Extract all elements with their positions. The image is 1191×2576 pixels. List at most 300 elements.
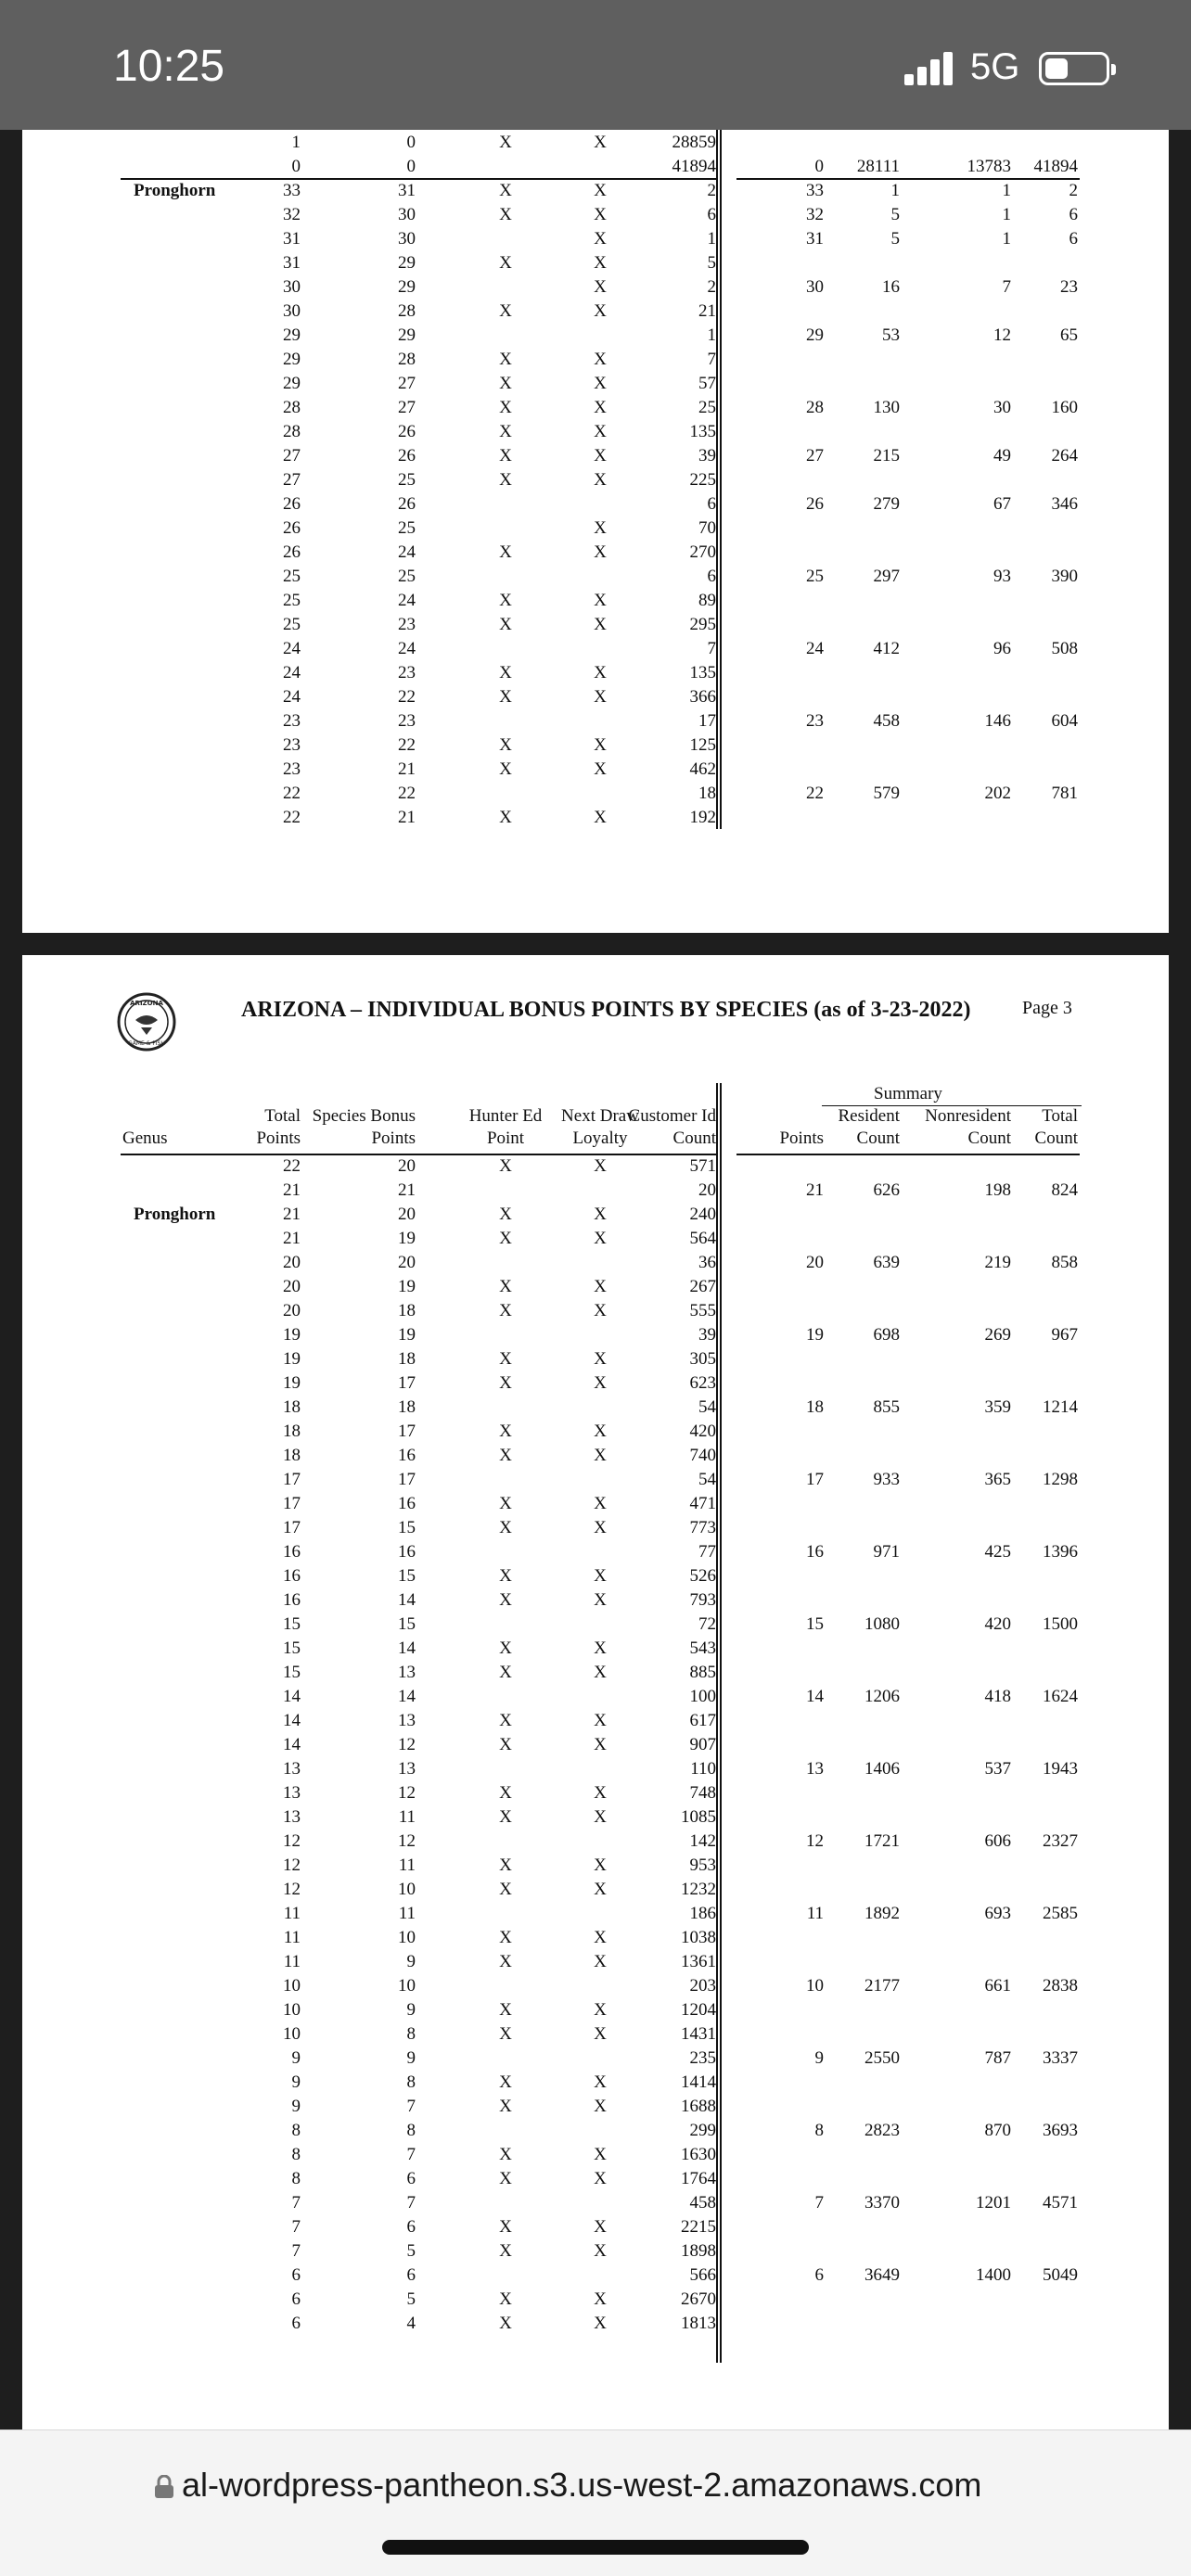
cell-bonus: 19 <box>398 1277 416 1296</box>
summary-res: 971 <box>873 1542 900 1562</box>
cell-hunter: X <box>499 1301 512 1320</box>
summary-nonres: 359 <box>984 1397 1011 1417</box>
summary-nonres: 12 <box>993 325 1011 345</box>
col-header-hunter: Hunter Ed <box>468 1106 543 1126</box>
cell-hunter: X <box>499 2289 512 2309</box>
cell-bonus: 7 <box>406 2097 416 2116</box>
cell-total: 16 <box>283 1566 301 1586</box>
cell-next: X <box>594 374 607 393</box>
cell-cust: 125 <box>689 735 716 755</box>
cell-next: X <box>594 2289 607 2309</box>
cell-cust: 366 <box>689 687 716 707</box>
signal-icon <box>904 52 956 85</box>
cell-cust: 1898 <box>681 2241 716 2261</box>
summary-spts: 15 <box>806 1614 824 1634</box>
cell-cust: 89 <box>698 591 716 610</box>
cell-cust: 564 <box>689 1229 716 1248</box>
col-header-cust: Count <box>672 1129 716 1148</box>
cell-bonus: 11 <box>398 1855 416 1875</box>
cell-next: X <box>594 1639 607 1658</box>
cell-total: 14 <box>283 1735 301 1754</box>
cell-total: 24 <box>283 663 301 682</box>
summary-tot: 604 <box>1051 711 1078 731</box>
pdf-page-3 <box>22 955 1169 2429</box>
cell-cust: 458 <box>689 2193 716 2213</box>
summary-res: 3370 <box>864 2193 900 2213</box>
cell-next: X <box>594 2314 607 2333</box>
cell-bonus: 11 <box>398 1904 416 1923</box>
cell-next: X <box>594 1783 607 1803</box>
cell-bonus: 15 <box>398 1518 416 1537</box>
cell-total: 13 <box>283 1783 301 1803</box>
summary-tot: 1298 <box>1043 1470 1078 1489</box>
cell-cust: 110 <box>690 1759 716 1779</box>
cell-total: 29 <box>283 350 301 369</box>
cell-bonus: 17 <box>398 1373 416 1393</box>
cell-total: 20 <box>283 1277 301 1296</box>
cell-bonus: 0 <box>406 133 416 152</box>
cell-next: X <box>594 1422 607 1441</box>
summary-nonres: 202 <box>984 784 1011 803</box>
cell-next: X <box>594 1807 607 1827</box>
summary-res: 639 <box>873 1253 900 1272</box>
cell-total: 15 <box>283 1614 301 1634</box>
summary-tot: 23 <box>1060 277 1078 297</box>
cell-hunter: X <box>499 1807 512 1827</box>
cell-hunter: X <box>499 2024 512 2044</box>
cell-next: X <box>594 1711 607 1730</box>
cell-cust: 2 <box>707 181 716 200</box>
col-header-total: Total <box>264 1106 301 1126</box>
cell-bonus: 29 <box>398 253 416 273</box>
cell-cust: 471 <box>689 1494 716 1513</box>
summary-spts: 14 <box>806 1687 824 1706</box>
cell-total: 18 <box>283 1397 301 1417</box>
summary-spts: 7 <box>814 2193 824 2213</box>
cell-next: X <box>594 2241 607 2261</box>
cell-cust: 2 <box>707 277 716 297</box>
url-text[interactable]: al-wordpress-pantheon.s3.us-west-2.amazonaws.com <box>182 2466 982 2504</box>
cell-bonus: 15 <box>398 1566 416 1586</box>
cell-cust: 305 <box>689 1349 716 1369</box>
summary-res: 2823 <box>864 2121 900 2140</box>
cell-total: 19 <box>283 1373 301 1393</box>
cell-total: 21 <box>283 1229 301 1248</box>
cell-bonus: 18 <box>398 1397 416 1417</box>
cell-bonus: 19 <box>398 1325 416 1345</box>
cell-total: 22 <box>283 784 301 803</box>
summary-spts: 23 <box>806 711 824 731</box>
cell-cust: 28859 <box>672 133 716 152</box>
cell-total: 20 <box>283 1301 301 1320</box>
cell-hunter: X <box>499 1855 512 1875</box>
summary-tot: 1624 <box>1043 1687 1078 1706</box>
summary-res: 53 <box>882 325 900 345</box>
summary-res: 1721 <box>864 1831 900 1851</box>
summary-spts: 28 <box>806 398 824 417</box>
summary-res: 1406 <box>864 1759 900 1779</box>
cell-bonus: 7 <box>406 2145 416 2164</box>
cell-cust: 17 <box>698 711 716 731</box>
summary-nonres: 420 <box>984 1614 1011 1634</box>
summary-spts: 13 <box>806 1759 824 1779</box>
cell-cust: 566 <box>689 2265 716 2285</box>
summary-spts: 30 <box>806 277 824 297</box>
summary-tot: 781 <box>1051 784 1078 803</box>
cell-next: X <box>594 229 607 249</box>
cell-bonus: 28 <box>398 301 416 321</box>
summary-res: 933 <box>873 1470 900 1489</box>
cell-total: 7 <box>291 2217 301 2237</box>
cell-total: 22 <box>283 808 301 827</box>
summary-spts: 12 <box>806 1831 824 1851</box>
cell-total: 26 <box>283 494 301 514</box>
col-header-next: Loyalty <box>572 1129 628 1148</box>
cell-hunter: X <box>499 1880 512 1899</box>
summary-res: 297 <box>873 567 900 586</box>
cell-total: 15 <box>283 1639 301 1658</box>
summary-nonres: 198 <box>984 1180 1011 1200</box>
cell-hunter: X <box>499 808 512 827</box>
summary-nonres: 269 <box>984 1325 1011 1345</box>
summary-spts: 16 <box>806 1542 824 1562</box>
cell-cust: 1630 <box>681 2145 716 2164</box>
summary-spts: 10 <box>806 1976 824 1996</box>
cell-next: X <box>594 1156 607 1176</box>
cell-total: 12 <box>283 1880 301 1899</box>
cell-total: 1 <box>291 133 301 152</box>
cell-cust: 70 <box>698 518 716 538</box>
cell-cust: 186 <box>689 1904 716 1923</box>
cell-hunter: X <box>499 1349 512 1369</box>
cell-cust: 7 <box>707 639 716 658</box>
cell-next: X <box>594 1518 607 1537</box>
cell-total: 9 <box>291 2097 301 2116</box>
summary-divider <box>716 130 718 829</box>
summary-spts: 33 <box>806 181 824 200</box>
cell-cust: 885 <box>689 1663 716 1682</box>
summary-tot: 2585 <box>1043 1904 1078 1923</box>
cell-total: 11 <box>283 1952 301 1971</box>
summary-nonres: 365 <box>984 1470 1011 1489</box>
col-header-spts: Points <box>779 1129 824 1148</box>
cell-bonus: 21 <box>398 808 416 827</box>
genus-label: Pronghorn <box>134 1205 216 1224</box>
cell-cust: 1038 <box>681 1928 716 1947</box>
summary-tot: 824 <box>1051 1180 1078 1200</box>
cell-total: 18 <box>283 1446 301 1465</box>
cell-cust: 543 <box>689 1639 716 1658</box>
cell-hunter: X <box>499 1422 512 1441</box>
cell-cust: 617 <box>689 1711 716 1730</box>
cell-cust: 192 <box>689 808 716 827</box>
cell-hunter: X <box>499 205 512 224</box>
cell-total: 25 <box>283 591 301 610</box>
cell-cust: 77 <box>698 1542 716 1562</box>
cell-cust: 20 <box>698 1180 716 1200</box>
cell-total: 16 <box>283 1590 301 1610</box>
cell-total: 8 <box>291 2145 301 2164</box>
cell-total: 20 <box>283 1253 301 1272</box>
cell-bonus: 13 <box>398 1711 416 1730</box>
cell-hunter: X <box>499 133 512 152</box>
summary-res: 626 <box>873 1180 900 1200</box>
cell-bonus: 19 <box>398 1229 416 1248</box>
cell-cust: 793 <box>689 1590 716 1610</box>
summary-tot: 390 <box>1051 567 1078 586</box>
cell-bonus: 24 <box>398 639 416 658</box>
summary-res: 412 <box>873 639 900 658</box>
cell-next: X <box>594 1205 607 1224</box>
summary-nonres: 606 <box>984 1831 1011 1851</box>
summary-tot: 6 <box>1069 205 1078 224</box>
summary-spts: 18 <box>806 1397 824 1417</box>
table-rule <box>736 1154 1080 1155</box>
cell-cust: 295 <box>689 615 716 634</box>
summary-nonres: 418 <box>984 1687 1011 1706</box>
summary-res: 579 <box>873 784 900 803</box>
summary-spts: 0 <box>814 157 824 176</box>
cell-next: X <box>594 2024 607 2044</box>
cell-next: X <box>594 398 607 417</box>
summary-nonres: 1 <box>1002 205 1011 224</box>
cell-bonus: 7 <box>406 2193 416 2213</box>
cell-hunter: X <box>499 2072 512 2092</box>
cell-total: 14 <box>283 1711 301 1730</box>
cell-next: X <box>594 759 607 779</box>
summary-res: 2177 <box>864 1976 900 1996</box>
cell-total: 8 <box>291 2121 301 2140</box>
cell-total: 23 <box>283 711 301 731</box>
cell-total: 14 <box>283 1687 301 1706</box>
cell-bonus: 18 <box>398 1301 416 1320</box>
cell-next: X <box>594 542 607 562</box>
cell-hunter: X <box>499 1590 512 1610</box>
cell-cust: 36 <box>698 1253 716 1272</box>
cell-bonus: 29 <box>398 325 416 345</box>
cell-cust: 57 <box>698 374 716 393</box>
cell-bonus: 17 <box>398 1422 416 1441</box>
summary-spts: 22 <box>806 784 824 803</box>
cell-cust: 18 <box>698 784 716 803</box>
cell-hunter: X <box>499 687 512 707</box>
cell-cust: 39 <box>698 1325 716 1345</box>
summary-spts: 8 <box>814 2121 824 2140</box>
cell-bonus: 31 <box>398 181 416 200</box>
summary-tot: 1500 <box>1043 1614 1078 1634</box>
cell-total: 23 <box>283 759 301 779</box>
cell-cust: 1813 <box>681 2314 716 2333</box>
cell-hunter: X <box>499 374 512 393</box>
cell-bonus: 13 <box>398 1759 416 1779</box>
cell-total: 23 <box>283 735 301 755</box>
col-header-nonres: Count <box>967 1129 1011 1148</box>
cell-next: X <box>594 2145 607 2164</box>
cell-bonus: 25 <box>398 567 416 586</box>
cell-cust: 748 <box>689 1783 716 1803</box>
cell-bonus: 12 <box>398 1831 416 1851</box>
cell-cust: 235 <box>689 2048 716 2068</box>
col-header-bonus: Species Bonus <box>312 1106 416 1126</box>
cell-cust: 1361 <box>681 1952 716 1971</box>
network-type: 5G <box>970 46 1020 87</box>
summary-res: 698 <box>873 1325 900 1345</box>
summary-nonres: 13783 <box>967 157 1011 176</box>
cell-cust: 571 <box>689 1156 716 1176</box>
cell-next: X <box>594 591 607 610</box>
cell-next: X <box>594 1301 607 1320</box>
summary-tot: 2 <box>1069 181 1078 200</box>
cell-hunter: X <box>499 1639 512 1658</box>
summary-spts: 9 <box>814 2048 824 2068</box>
cell-bonus: 17 <box>398 1470 416 1489</box>
summary-tot: 4571 <box>1043 2193 1078 2213</box>
summary-tot: 508 <box>1051 639 1078 658</box>
status-bar <box>0 0 1191 130</box>
cell-next: X <box>594 253 607 273</box>
cell-bonus: 26 <box>398 422 416 441</box>
cell-next: X <box>594 1880 607 1899</box>
cell-total: 29 <box>283 374 301 393</box>
summary-spts: 32 <box>806 205 824 224</box>
summary-res: 130 <box>873 398 900 417</box>
summary-nonres: 93 <box>993 567 1011 586</box>
summary-tot: 6 <box>1069 229 1078 249</box>
status-time: 10:25 <box>113 42 225 91</box>
cell-hunter: X <box>499 2097 512 2116</box>
cell-hunter: X <box>499 446 512 465</box>
summary-res: 1206 <box>864 1687 900 1706</box>
table-rule <box>121 1154 716 1155</box>
summary-tot: 3337 <box>1043 2048 1078 2068</box>
cell-bonus: 20 <box>398 1156 416 1176</box>
cell-total: 26 <box>283 518 301 538</box>
cell-total: 8 <box>291 2169 301 2188</box>
summary-res: 1 <box>890 181 900 200</box>
col-header-total: Points <box>256 1129 301 1148</box>
cell-total: 18 <box>283 1422 301 1441</box>
cell-next: X <box>594 1373 607 1393</box>
cell-cust: 267 <box>689 1277 716 1296</box>
cell-cust: 72 <box>698 1614 716 1634</box>
cell-bonus: 16 <box>398 1446 416 1465</box>
cell-next: X <box>594 2072 607 2092</box>
summary-tot: 346 <box>1051 494 1078 514</box>
summary-res: 279 <box>873 494 900 514</box>
cell-bonus: 16 <box>398 1494 416 1513</box>
cell-next: X <box>594 2217 607 2237</box>
cell-cust: 1 <box>707 229 716 249</box>
summary-nonres: 96 <box>993 639 1011 658</box>
cell-total: 15 <box>283 1663 301 1682</box>
cell-next: X <box>594 1494 607 1513</box>
cell-next: X <box>594 350 607 369</box>
cell-bonus: 20 <box>398 1253 416 1272</box>
cell-cust: 1232 <box>681 1880 716 1899</box>
cell-bonus: 8 <box>406 2072 416 2092</box>
summary-tot: 41894 <box>1033 157 1078 176</box>
cell-hunter: X <box>499 1518 512 1537</box>
summary-res: 2550 <box>864 2048 900 2068</box>
cell-hunter: X <box>499 615 512 634</box>
cell-next: X <box>594 277 607 297</box>
cell-hunter: X <box>499 735 512 755</box>
cell-bonus: 27 <box>398 374 416 393</box>
col-header-nonres: Nonresident <box>925 1106 1011 1126</box>
cell-hunter: X <box>499 2169 512 2188</box>
cell-cust: 2670 <box>681 2289 716 2309</box>
cell-bonus: 6 <box>406 2217 416 2237</box>
cell-bonus: 0 <box>406 157 416 176</box>
cell-total: 7 <box>291 2193 301 2213</box>
cell-cust: 1764 <box>681 2169 716 2188</box>
cell-hunter: X <box>499 1711 512 1730</box>
cell-total: 11 <box>283 1928 301 1947</box>
summary-tot: 2327 <box>1043 1831 1078 1851</box>
cell-bonus: 14 <box>398 1687 416 1706</box>
cell-bonus: 20 <box>398 1205 416 1224</box>
summary-tot: 5049 <box>1043 2265 1078 2285</box>
cell-bonus: 22 <box>398 687 416 707</box>
cell-hunter: X <box>499 2145 512 2164</box>
cell-bonus: 26 <box>398 446 416 465</box>
browser-address-bar[interactable] <box>0 2429 1191 2576</box>
cell-total: 30 <box>283 301 301 321</box>
summary-res: 855 <box>873 1397 900 1417</box>
cell-hunter: X <box>499 1566 512 1586</box>
cell-total: 17 <box>283 1494 301 1513</box>
cell-total: 28 <box>283 398 301 417</box>
cell-next: X <box>594 181 607 200</box>
cell-total: 27 <box>283 470 301 490</box>
cell-next: X <box>594 615 607 634</box>
cell-hunter: X <box>499 1928 512 1947</box>
cell-next: X <box>594 205 607 224</box>
svg-text:ARIZONA: ARIZONA <box>130 1000 163 1007</box>
cell-bonus: 21 <box>398 1180 416 1200</box>
cell-bonus: 6 <box>406 2169 416 2188</box>
cell-total: 6 <box>291 2265 301 2285</box>
cell-next: X <box>594 735 607 755</box>
summary-tot: 3693 <box>1043 2121 1078 2140</box>
cell-bonus: 5 <box>406 2241 416 2261</box>
cell-total: 22 <box>283 1156 301 1176</box>
cell-hunter: X <box>499 1783 512 1803</box>
cell-bonus: 28 <box>398 350 416 369</box>
cell-hunter: X <box>499 2314 512 2333</box>
cell-bonus: 12 <box>398 1783 416 1803</box>
cell-total: 28 <box>283 422 301 441</box>
summary-nonres: 870 <box>984 2121 1011 2140</box>
cell-cust: 6 <box>707 567 716 586</box>
cell-cust: 1431 <box>681 2024 716 2044</box>
cell-cust: 526 <box>689 1566 716 1586</box>
cell-total: 6 <box>291 2314 301 2333</box>
cell-next: X <box>594 2000 607 2020</box>
cell-total: 31 <box>283 229 301 249</box>
cell-bonus: 6 <box>406 2265 416 2285</box>
summary-nonres: 1 <box>1002 229 1011 249</box>
cell-next: X <box>594 133 607 152</box>
cell-cust: 135 <box>689 422 716 441</box>
home-indicator[interactable] <box>382 2540 809 2555</box>
cell-cust: 41894 <box>672 157 716 176</box>
cell-bonus: 5 <box>406 2289 416 2309</box>
cell-next: X <box>594 518 607 538</box>
cell-total: 24 <box>283 687 301 707</box>
cell-cust: 907 <box>689 1735 716 1754</box>
cell-total: 19 <box>283 1349 301 1369</box>
